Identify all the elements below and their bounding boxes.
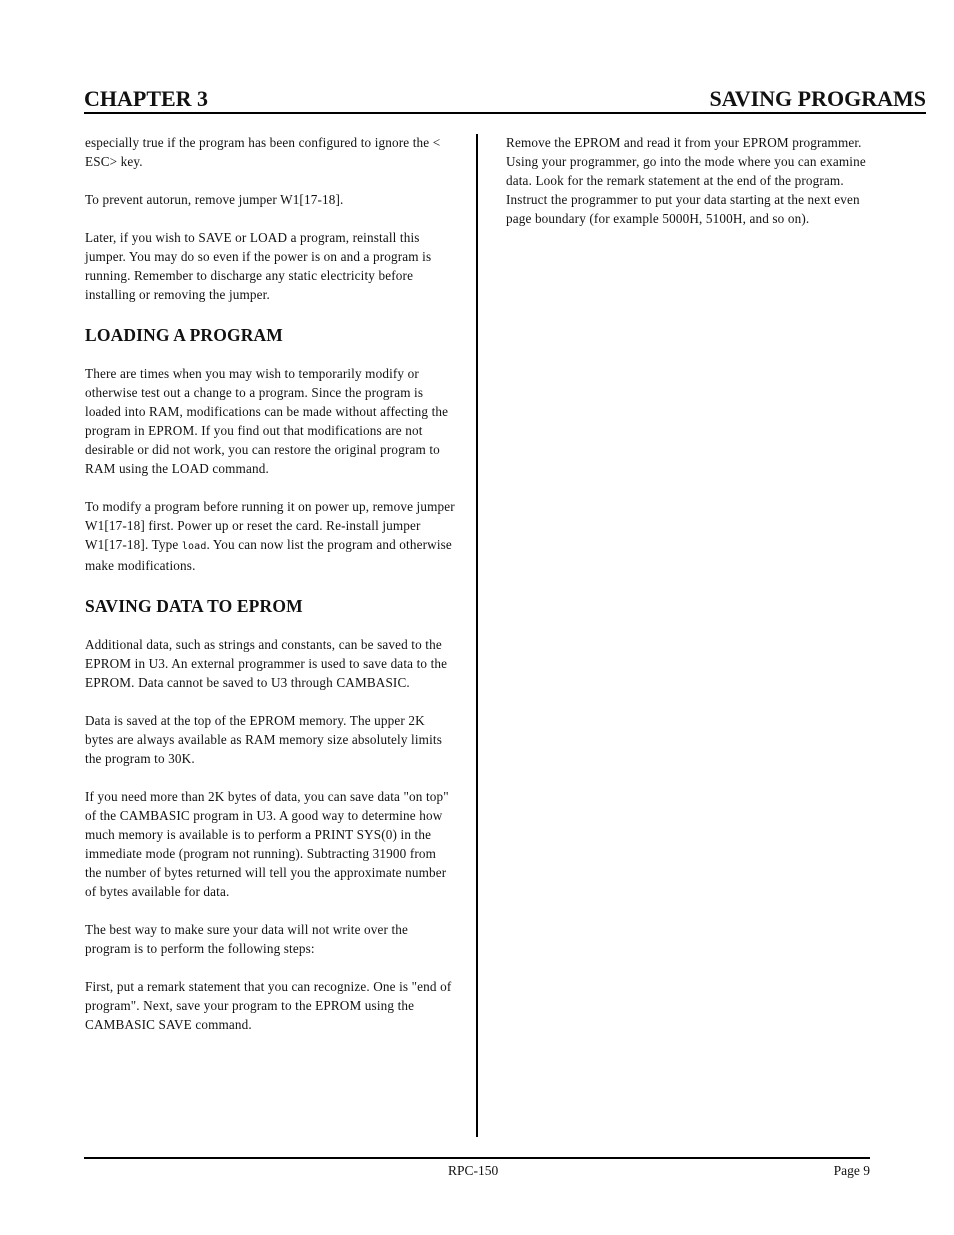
footer-document-id: RPC-150 bbox=[448, 1163, 499, 1178]
paragraph-modify-before-running bbox=[85, 497, 455, 575]
paragraph-additional-data: Additional data, such as strings and constants, can be saved to the EPROM in U3. An external programmer is used to save data to the EPROM. Data cannot be saved to U3 through CAMBASIC. bbox=[85, 637, 448, 690]
paragraph-more-than-2k: If you need more than 2K bytes of data, you can save data "on top" of the CAMBASIC program in U3. A good way to determine how much memory is available is to perform a PRINT SYS(0) in the immediate mode (program not running). Subtracting 31900 from the number of bytes returned will tell you the approximate number of bytes available for data. bbox=[85, 789, 449, 899]
paragraph-first-remark: First, put a remark statement that you can recognize. One is "end of program". Next, save your program to the EPROM using the CAMBASIC SAVE command. bbox=[85, 979, 452, 1032]
footer-rule bbox=[84, 1157, 870, 1159]
paragraph-temporarily-modify: There are times when you may wish to temporarily modify or otherwise test out a change to a program. Since the program is loaded into RAM, modifications can be made without affecting the program in EPROM. If you find out that modifications are not desirable or did not work, you can restore the original program to RAM using the LOAD command. bbox=[85, 366, 449, 476]
load-command-code: load bbox=[181, 541, 207, 552]
footer-page-number: Page 9 bbox=[833, 1163, 870, 1178]
paragraph-remove-eprom: Remove the EPROM and read it from your EPROM programmer. Using your programmer, go into the mode where you can examine data. Look for the remark statement at the end of the program. Instruct the programmer to put your data starting at the next even page boundary (for example 5000H, 5100H, and so on). bbox=[506, 135, 866, 226]
paragraph-prevent-autorun: To prevent autorun, remove jumper W1[17-18]. bbox=[85, 192, 344, 207]
left-column bbox=[85, 133, 455, 1053]
paragraph-reinstall-jumper: Later, if you wish to SAVE or LOAD a program, reinstall this jumper. You may do so even if the power is on and a program is running. Remember to discharge any static electricity before installing or removing the jumper. bbox=[85, 230, 432, 302]
paragraph-top-of-eprom: Data is saved at the top of the EPROM memory. The upper 2K bytes are always available as RAM memory size absolutely limits the program to 30K. bbox=[85, 713, 442, 766]
heading-loading-a-program: LOADING A PROGRAM bbox=[85, 325, 283, 345]
right-column bbox=[506, 133, 878, 247]
text-segment: . You can now list the program and otherwise make modifications. bbox=[85, 537, 452, 573]
chapter-label: CHAPTER 3 bbox=[84, 86, 209, 111]
column-divider bbox=[476, 134, 478, 1137]
page-header bbox=[84, 84, 926, 114]
chapter-title: SAVING PROGRAMS bbox=[709, 86, 926, 111]
paragraph-best-way: The best way to make sure your data will not write over the program is to perform the following steps: bbox=[85, 922, 409, 956]
text-segment: To modify a program before running it on power up, remove jumper W1[17-18] first. Power up or reset the card. Re-install jumper W1[17-18]. Type bbox=[85, 499, 455, 552]
heading-saving-data-to-eprom: SAVING DATA TO EPROM bbox=[85, 596, 303, 616]
paragraph-esc-key: especially true if the program has been configured to ignore the < ESC> key. bbox=[85, 135, 441, 169]
header-rule bbox=[84, 112, 926, 114]
